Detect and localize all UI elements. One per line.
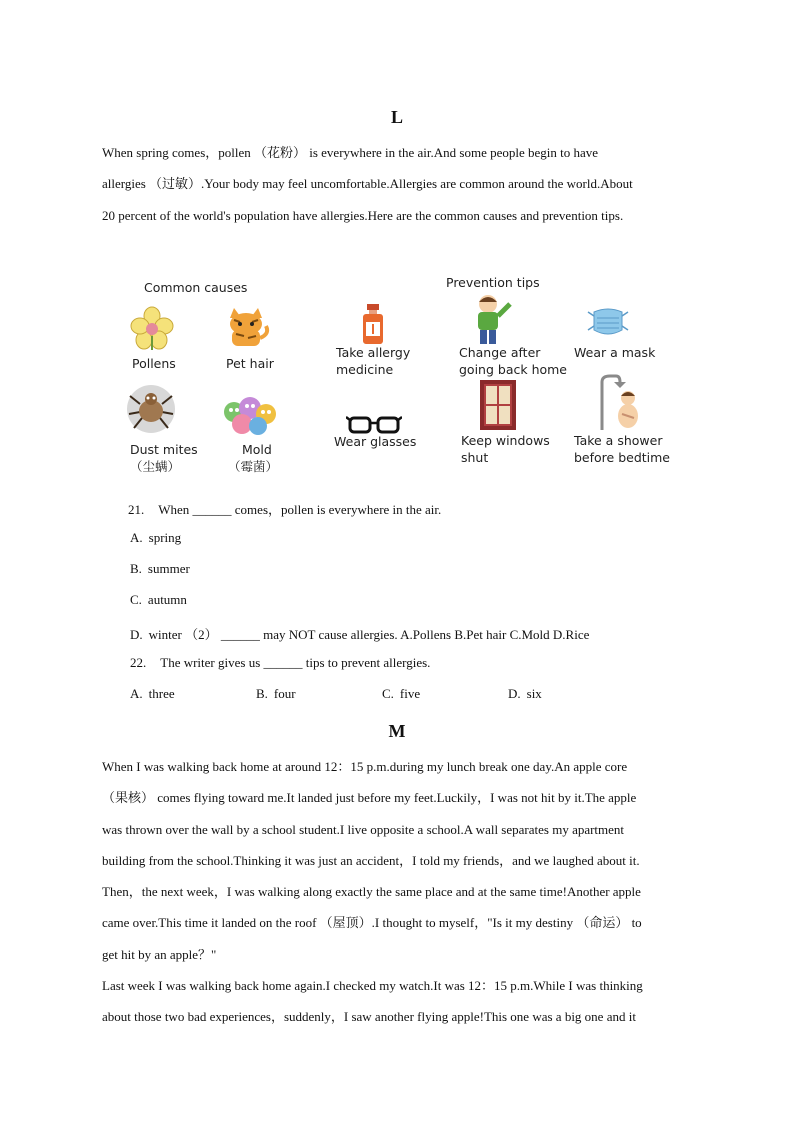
option-letter: D. (130, 627, 143, 642)
question-number: 21. (128, 502, 145, 517)
option-letter: A. (130, 686, 143, 701)
option-text: three (148, 686, 175, 701)
cause-label: Mold (242, 442, 272, 457)
option-letter: B. (256, 686, 268, 701)
tip-label: Take a shower (574, 433, 663, 448)
window-icon (480, 380, 516, 430)
paragraph-line: Then，the next week，I was walking along exactly the same place and at the same time!Another apple (102, 884, 641, 900)
option-letter: A. (130, 530, 143, 545)
cause-label: Pollens (132, 356, 176, 371)
question-22 (130, 655, 430, 671)
option-a[interactable] (130, 530, 181, 546)
tip-label: Change after (459, 345, 541, 360)
paragraph-line: about those two bad experiences，suddenly，I saw another flying apple!This one was a big one and it (102, 1009, 636, 1025)
glasses-icon (346, 414, 402, 436)
paragraph-line: （果核） comes flying toward me.It landed just before my feet.Luckily，I was not hit by it.The apple (102, 790, 637, 806)
paragraph-line: allergies （过敏）.Your body may feel uncomfortable.Allergies are common around the world.About (102, 176, 633, 192)
option-text: four (273, 686, 296, 701)
paragraph-line: When I was walking back home at around 12：15 p.m.during my lunch break one day.An apple core (102, 759, 628, 774)
cause-sublabel: （尘螨） (130, 459, 181, 474)
shower-icon (596, 374, 642, 430)
cause-label: Dust mites (130, 442, 198, 457)
paragraph-line: building from the school.Thinking it was just an accident，I told my friends，and we laughed about it. (102, 852, 640, 868)
option-a[interactable] (130, 686, 175, 702)
tip-label: going back home (459, 362, 568, 377)
option-text: six (526, 686, 542, 701)
cause-sublabel: （霉菌） (228, 459, 279, 474)
paragraph-line: Last week I was walking back home again.I checked my watch.It was 12：15 p.m.While I was thinking (102, 978, 643, 994)
question-stem: The writer gives us ______ tips to prevent allergies. (160, 655, 431, 670)
option-text: autumn (147, 592, 187, 607)
option-letter: B. (130, 561, 142, 576)
tip-label: Wear glasses (334, 434, 417, 449)
question-21 (128, 499, 441, 518)
tip-label: shut (461, 450, 489, 465)
section-m-paragraph (102, 751, 697, 1033)
flower-icon (130, 306, 174, 350)
tip-label: Take allergy (336, 345, 411, 360)
paragraph-line: When spring comes，pollen （花粉） is everywhere in the air.And some people begin to have (102, 145, 599, 160)
prevention-tips-title: Prevention tips (446, 275, 540, 290)
common-causes-title: Common causes (144, 280, 248, 295)
paragraph-line: get hit by an apple？" (102, 946, 217, 962)
section-l-title: L (390, 107, 403, 127)
mask-icon (586, 306, 630, 338)
option-text: five (399, 686, 421, 701)
option-text: winter （2） ______ may NOT cause allergies. A.Pollens B.Pet hair C.Mold D.Rice (148, 627, 590, 642)
tip-label: Keep windows (461, 433, 550, 448)
option-b[interactable] (130, 561, 190, 577)
option-letter: C. (130, 592, 142, 607)
paragraph-line: was thrown over the wall by a school student.I live opposite a school.A wall separates my apartment (102, 821, 625, 837)
question-number: 22. (130, 655, 147, 670)
cause-label: Pet hair (226, 356, 274, 371)
option-letter: D. (508, 686, 521, 701)
allergy-infographic (120, 270, 680, 475)
option-d[interactable] (130, 624, 589, 643)
option-d[interactable] (508, 686, 542, 702)
tip-label: Wear a mask (574, 345, 656, 360)
option-text: spring (148, 530, 182, 545)
boy-changing-icon (472, 294, 512, 346)
section-l-paragraph (102, 137, 697, 231)
option-letter: C. (382, 686, 394, 701)
option-b[interactable] (256, 686, 296, 702)
option-c[interactable] (382, 686, 420, 702)
question-stem: When ______ comes，pollen is everywhere in the air. (158, 502, 442, 517)
section-m-title: M (388, 721, 406, 741)
cat-icon (224, 308, 270, 350)
paragraph-line: 20 percent of the world's population have allergies.Here are the common causes and prevention tips. (102, 207, 624, 223)
mold-icon (220, 390, 280, 436)
tip-label: before bedtime (574, 450, 671, 465)
option-c[interactable] (130, 592, 187, 608)
tip-label: medicine (336, 362, 394, 377)
paragraph-line: came over.This time it landed on the roof （屋顶）.I thought to myself，"Is it my destiny （命运） to (102, 915, 642, 931)
mite-icon (126, 384, 176, 434)
medicine-bottle-icon (360, 304, 386, 344)
option-text: summer (147, 561, 190, 576)
